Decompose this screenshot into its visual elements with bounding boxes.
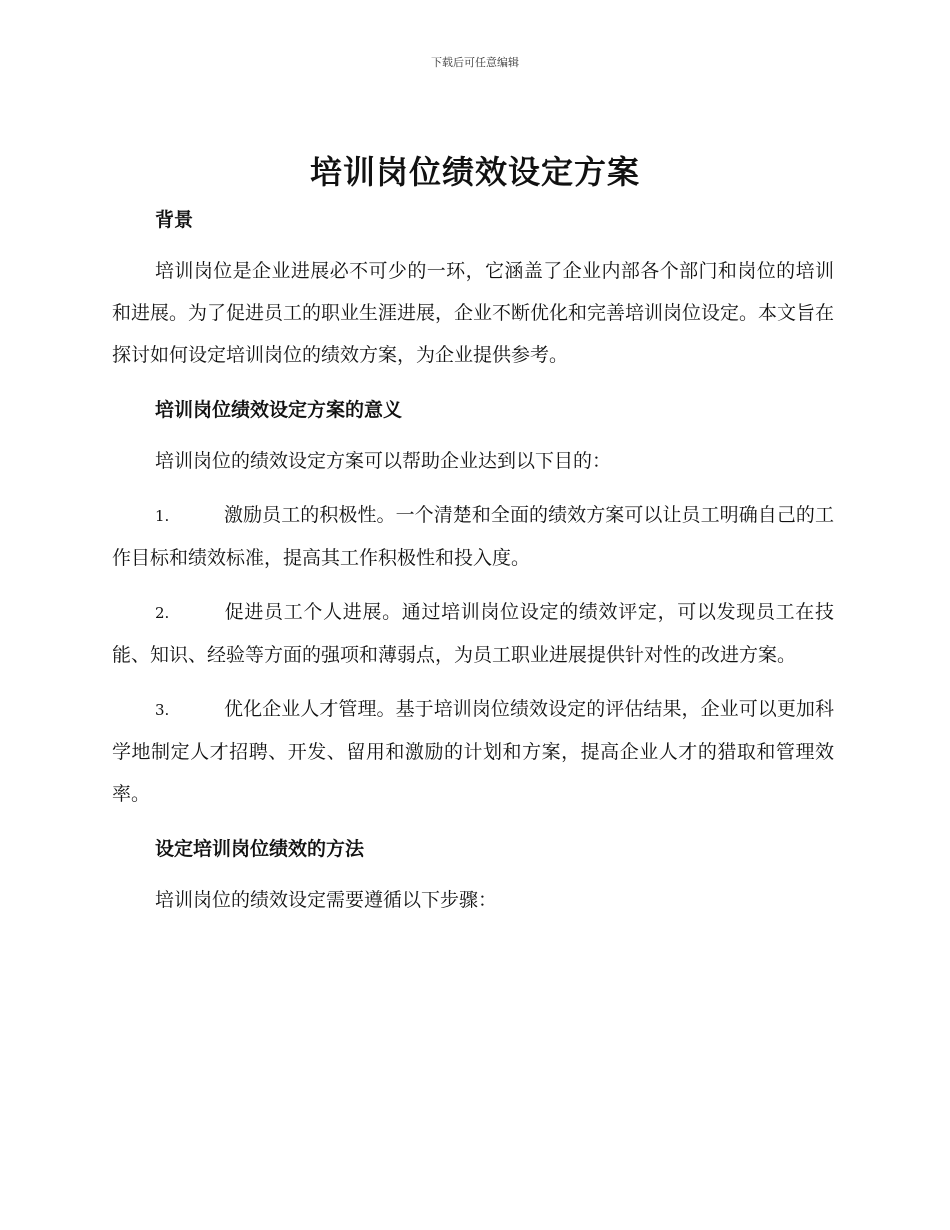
- section-heading-background: 背景: [155, 209, 194, 231]
- section-heading-method: 设定培训岗位绩效的方法: [155, 838, 365, 860]
- document-body: [112, 198, 834, 921]
- list-item-number: 1.: [155, 507, 170, 525]
- list-item-number: 2.: [155, 604, 170, 622]
- list-item-text: 促进员工个人进展。通过培训岗位设定的绩效评定，可以发现员工在技能、知识、经验等方面的强项和薄弱点，为员工职业进展提供针对性的改进方案。: [112, 601, 834, 666]
- list-item-number: 3.: [155, 701, 170, 719]
- list-item-text: 激励员工的积极性。一个清楚和全面的绩效方案可以让员工明确自己的工作目标和绩效标准，提高其工作积极性和投入度。: [112, 504, 834, 569]
- list-item: [112, 494, 834, 579]
- background-paragraph: 培训岗位是企业进展必不可少的一环，它涵盖了企业内部各个部门和岗位的培训和进展。为了促进员工的职业生涯进展，企业不断优化和完善培训岗位设定。本文旨在探讨如何设定培训岗位的绩效方案，为企业提供参考。: [112, 260, 835, 366]
- list-item: [112, 591, 834, 676]
- method-intro: 培训岗位的绩效设定需要遵循以下步骤：: [155, 889, 498, 911]
- section-heading-significance: 培训岗位绩效设定方案的意义: [155, 399, 403, 421]
- page-header-note: 下载后可任意编辑: [431, 56, 519, 69]
- significance-intro: 培训岗位的绩效设定方案可以帮助企业达到以下目的：: [155, 450, 612, 472]
- list-item: [112, 688, 834, 815]
- document-title: 培训岗位绩效设定方案: [309, 153, 640, 191]
- list-item-text: 优化企业人才管理。基于培训岗位绩效设定的评估结果，企业可以更加科学地制定人才招聘、开发、留用和激励的计划和方案，提高企业人才的猎取和管理效率。: [112, 698, 834, 805]
